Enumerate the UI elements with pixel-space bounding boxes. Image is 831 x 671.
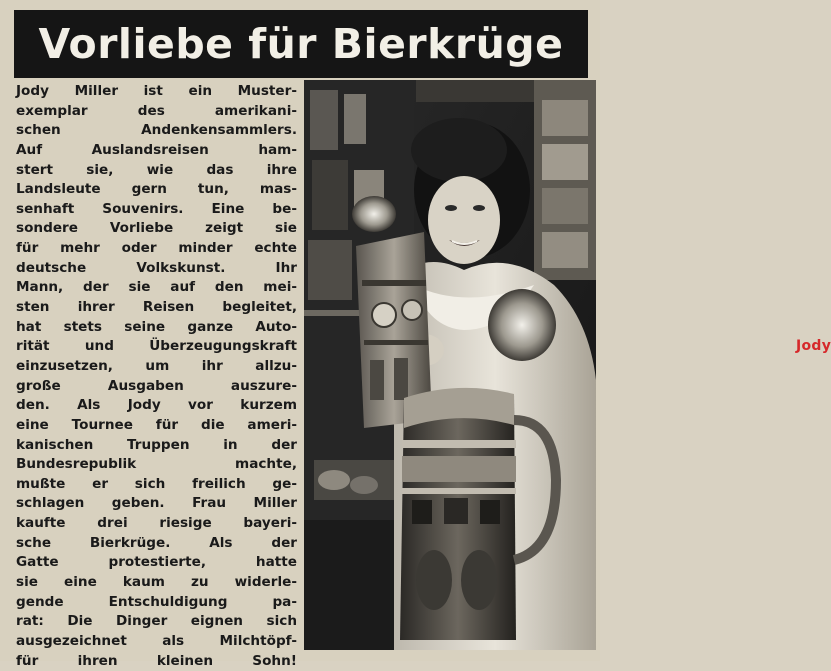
article-line: den. Als Jody vor kurzem (16, 397, 297, 414)
article-line: für mehr oder minder echte (16, 240, 297, 257)
article-line: deutsche Volkskunst. Ihr (16, 259, 297, 276)
article-line: einzusetzen, um ihr allzu- (16, 357, 297, 374)
article-line: Jody Miller ist ein Muster- (16, 83, 297, 99)
article-line: schen Andenkensammlers. (16, 122, 297, 139)
article-line: exemplar des amerikani- (16, 102, 297, 119)
article-line: Landsleute gern tun, mas- (16, 181, 297, 198)
photo-illustration (304, 80, 596, 650)
article-line: Gatte protestierte, hatte (16, 554, 297, 571)
article-line: Bundesrepublik machte, (16, 456, 297, 473)
article-line: mußte er sich freilich ge- (16, 475, 297, 492)
article-line: rität und Überzeugungskraft (16, 338, 297, 355)
headline: Vorliebe für Bierkrüge (38, 20, 564, 68)
article-line: sche Bierkrüge. Als der (16, 534, 297, 551)
article-line: ausgezeichnet als Milchtöpf- (16, 632, 297, 649)
article-column (14, 82, 299, 669)
photo-caption: Jody (796, 338, 831, 354)
article-line: Auf Auslandsreisen ham- (16, 141, 297, 158)
article-line: kanischen Truppen in der (16, 436, 297, 453)
article-line: sondere Vorliebe zeigt sie (16, 220, 297, 237)
article-line: hat stets seine ganze Auto- (16, 318, 297, 335)
article-line: eine Tournee für die ameri- (16, 416, 297, 433)
photo (304, 80, 831, 650)
headline-bar (14, 10, 588, 78)
article-line: senhaft Souvenirs. Eine be- (16, 200, 297, 217)
article-line: gende Entschuldigung pa- (16, 593, 297, 610)
article-line: große Ausgaben auszure- (16, 377, 297, 394)
article-line: schlagen geben. Frau Miller (16, 495, 297, 512)
article-body (16, 82, 297, 671)
article-line: für ihren kleinen Sohn! (16, 652, 297, 669)
article-line: rat: Die Dinger eignen sich (16, 613, 297, 630)
article-line: sie eine kaum zu widerle- (16, 574, 297, 591)
article-line: kaufte drei riesige bayeri- (16, 515, 297, 532)
article-line: stert sie, wie das ihre (16, 161, 297, 178)
article-line: sten ihrer Reisen begleitet, (16, 299, 297, 316)
article-line: Mann, der sie auf den mei- (16, 279, 297, 296)
